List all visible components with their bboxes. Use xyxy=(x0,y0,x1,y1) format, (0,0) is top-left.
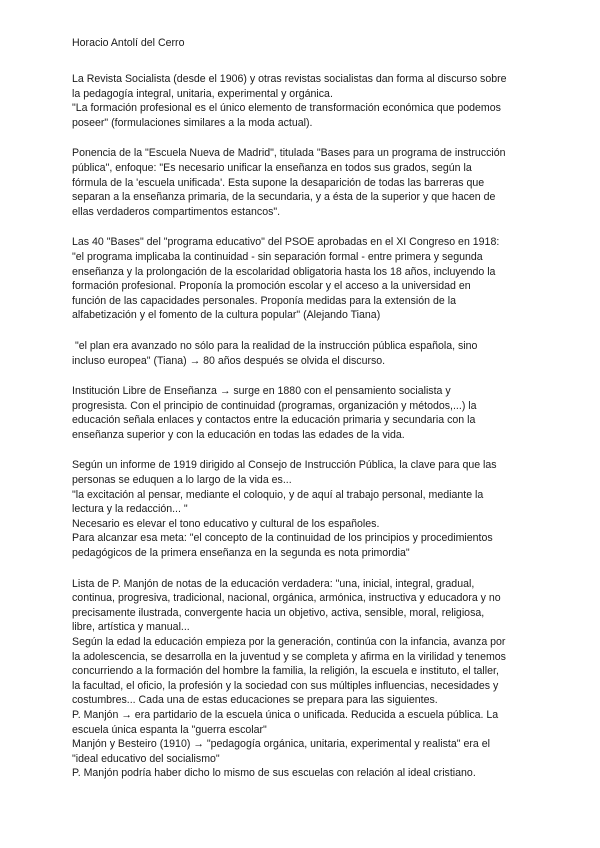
text-line: costumbres... Cada una de estas educaciones se prepara para las siguientes. xyxy=(72,694,438,707)
text-line: enseñanza superior y con la educación en todas las edades de la vida. xyxy=(72,428,405,441)
text-line: "el programa implicaba la continuidad - sin separación formal - entre primera y segunda xyxy=(72,250,483,263)
text-line: pedagógicos de la primera enseñanza en la segunda es nota primordia" xyxy=(72,547,410,560)
text-line: Necesario es elevar el tono educativo y cultural de los españoles. xyxy=(72,517,380,530)
text-line: concurriendo a la formación del hombre la familia, la religión, la escuela e instituto, el taller, xyxy=(72,665,499,678)
text-line: Ponencia de la "Escuela Nueva de Madrid", titulada "Bases para un programa de instrucción xyxy=(72,147,506,160)
text-line: función de las capacidades personales. Proponía medidas para la extensión de la xyxy=(72,294,456,307)
text-line: ellas verdaderos compartimentos estancos". xyxy=(72,205,281,218)
text-line: "el plan era avanzado no sólo para la realidad de la instrucción pública española, sino xyxy=(72,339,478,352)
text-line: "la excitación al pensar, mediante el coloquio, y de aquí al trabajo personal, mediante la xyxy=(72,488,484,501)
text-line: "La formación profesional es el único elemento de transformación económica que podemos xyxy=(72,102,501,115)
text-line: Lista de P. Manjón de notas de la educación verdadera: "una, inicial, integral, gradual, xyxy=(72,577,475,590)
text-line: fórmula de la 'escuela unificada'. Esta supone la desaparición de todas las barreras que xyxy=(72,176,485,189)
text-line: precisamente ilustrada, convergente hacia un objetivo, activa, sensible, moral, religiosa, xyxy=(72,606,485,619)
text-line: personas se eduquen a lo largo de la vida es... xyxy=(72,474,292,487)
text-line: P. Manjón → era partidario de la escuela única o unificada. Reducida a escuela pública. La xyxy=(72,708,499,721)
text-line: pública", enfoque: "Es necesario unificar la enseñanza en todos sus grados, según la xyxy=(72,161,472,174)
text-line: Institución Libre de Enseñanza → surge en 1880 con el pensamiento socialista y xyxy=(72,385,451,398)
text-line: La Revista Socialista (desde el 1906) y otras revistas socialistas dan forma al discurso sobre xyxy=(72,73,507,85)
paragraph-informe-1919 xyxy=(72,458,534,560)
paragraph-manjon xyxy=(72,577,534,781)
text-line: Según un informe de 1919 dirigido al Consejo de Instrucción Pública, la clave para que las xyxy=(72,459,497,472)
paragraph-institucion-libre xyxy=(72,384,534,442)
text-line: Las 40 "Bases" del "programa educativo" del PSOE aprobadas en el XI Congreso en 1918: xyxy=(72,236,500,249)
paragraph-bases-psoe xyxy=(72,235,534,323)
text-line: educación señala enlaces y contactos entre la educación primaria y secundaria con la xyxy=(72,414,476,427)
paragraph-plan-avanzado xyxy=(72,339,534,368)
document-body xyxy=(72,72,534,781)
text-line: Para alcanzar esa meta: "el concepto de la continuidad de los principios y procedimientos xyxy=(72,532,493,545)
text-line: la facultad, el oficio, la profesión y la sociedad con sus múltiples influencias, necesidades y xyxy=(72,679,499,692)
text-line: Según la edad la educación empieza por la generación, continúa con la infancia, avanza por xyxy=(72,636,506,648)
text-line: progresista. Con el principio de continuidad (programas, organización y métodos,...) la xyxy=(72,399,477,412)
text-line: formación profesional. Proponía la promoción escolar y el acceso a la universidad en xyxy=(72,280,471,293)
text-line: incluso europea" (Tiana) → 80 años después se olvida el discurso. xyxy=(72,354,386,367)
text-line: poseer" (formulaciones similares a la moda actual). xyxy=(72,116,313,129)
paragraph-revista-socialista xyxy=(72,72,534,130)
text-line: Manjón y Besteiro (1910) → "pedagogía orgánica, unitaria, experimental y realista" era el xyxy=(72,738,490,751)
text-line: separan a la enseñanza primaria, de la secundaria, y a ésta de la superior y que hacen de xyxy=(72,191,496,204)
text-line: escuela única espanta la "guerra escolar" xyxy=(72,723,267,736)
author-name: Horacio Antolí del Cerro xyxy=(72,37,185,49)
text-line: enseñanza y la prolongación de la escolaridad obligatoria hasta los 18 años, incluyendo la xyxy=(72,265,496,278)
text-line: lectura y la redacción... " xyxy=(72,503,188,516)
text-line: la pedagogía integral, unitaria, experimental y orgánica. xyxy=(72,87,333,100)
text-line: "ideal educativo del socialismo" xyxy=(72,752,220,765)
text-line: P. Manjón podría haber dicho lo mismo de sus escuelas con relación al ideal cristiano. xyxy=(72,767,476,780)
text-line: la adolescencia, se desarrolla en la juventud y se completa y afirma en la virilidad y tenemos xyxy=(72,650,506,663)
text-line: continua, progresiva, tradicional, nacional, orgánica, armónica, instructiva y educadora y no xyxy=(72,592,501,605)
paragraph-escuela-nueva xyxy=(72,146,534,219)
text-line: alfabetización y el fomento de la cultura popular" (Alejando Tiana) xyxy=(72,309,381,322)
text-line: libre, artística y manual... xyxy=(72,621,190,634)
